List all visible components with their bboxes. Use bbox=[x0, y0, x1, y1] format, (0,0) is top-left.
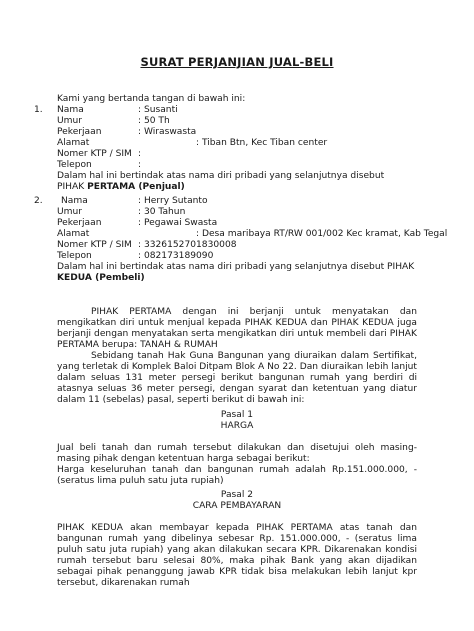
document-title: SURAT PERJANJIAN JUAL-BELI bbox=[140, 55, 334, 69]
party-2-ktp-row bbox=[34, 240, 447, 251]
party-2-address-row bbox=[34, 229, 447, 240]
role-bold: PERTAMA (Penjual) bbox=[87, 182, 185, 192]
party-1-job-row bbox=[34, 127, 384, 138]
field-value: : 082173189090 bbox=[138, 251, 214, 261]
pasal-1-price: Harga keseluruhan tanah dan bangunan rumah adalah Rp.151.000.000, - (seratus lima puluh satu juta rupiah) bbox=[57, 465, 417, 486]
field-value: : Wiraswasta bbox=[138, 127, 197, 137]
field-value: : Susanti bbox=[138, 105, 178, 115]
field-label: Telepon bbox=[57, 251, 92, 261]
party-2-phone-row bbox=[34, 251, 447, 262]
role-bold: KEDUA (Pembeli) bbox=[57, 273, 145, 283]
party-1-phone-row bbox=[34, 160, 384, 171]
role-prefix: PIHAK bbox=[57, 182, 88, 192]
paragraph-1: PIHAK PERTAMA dengan ini berjanji untuk menyatakan dan mengikatkan diri untuk menjual kepada PIHAK KEDUA dan PIHAK KEDUA juga berjanji dengan menyatakan serta mengikatkan diri untuk membeli dari PIHAK PERTAMA berupa: TANAH & RUMAH bbox=[57, 307, 417, 350]
pasal-2-paragraph: PIHAK KEDUA akan membayar kepada PIHAK PERTAMA atas tanah dan bangunan rumah yang dibelinya sebesar Rp. 151.000.000, - (seratus lima puluh satu juta rupiah) yang akan dilakukan secara KPR. Dikarenakan kondisi rumah tersebut baru selesai 80%, maka pihak Bank yang akan dijadikan sebagai pihak penanggung jawab KPR tidak bisa melakukan lebih lanjut kpr tersebut, dikarenakan rumah bbox=[57, 523, 417, 588]
pasal-1-paragraph: Jual beli tanah dan rumah tersebut dilakukan dan disetujui oleh masing-masing pihak dengan ketentuan harga sebagai berikut: bbox=[57, 443, 417, 464]
pasal-2-subheading: CARA PEMBAYARAN bbox=[192, 501, 282, 511]
party-2-age-row bbox=[34, 207, 447, 218]
pasal-2-heading: Pasal 2 bbox=[220, 490, 254, 500]
party-2-job-row bbox=[34, 218, 447, 229]
field-label: Nama bbox=[61, 196, 88, 206]
intro-text: Kami yang bertanda tangan di bawah ini: bbox=[57, 94, 246, 104]
field-value: : 3326152701830008 bbox=[138, 240, 237, 250]
pasal-1-heading: Pasal 1 bbox=[220, 410, 254, 420]
field-value: : Tiban Btn, Kec Tiban center bbox=[196, 138, 328, 148]
field-label: Alamat bbox=[57, 229, 90, 239]
party-2-name-row bbox=[34, 196, 447, 207]
statement-text: Dalam hal ini bertindak atas nama diri pribadi yang selanjutnya disebut bbox=[57, 171, 385, 181]
party-1-role bbox=[34, 182, 384, 193]
field-label: Pekerjaan bbox=[57, 218, 102, 228]
pasal-2-body bbox=[57, 523, 417, 589]
party-1-number: 1. bbox=[34, 105, 43, 115]
party-1-block bbox=[34, 105, 384, 193]
party-2-number: 2. bbox=[34, 196, 43, 206]
party-2-statement bbox=[34, 262, 447, 273]
field-value: : bbox=[138, 160, 142, 170]
party-1-statement bbox=[34, 171, 384, 182]
field-label: Umur bbox=[57, 207, 83, 217]
party-1-age-row bbox=[34, 116, 384, 127]
statement-text: Dalam hal ini bertindak atas nama diri pribadi yang selanjutnya disebut PIHAK bbox=[57, 262, 415, 272]
field-label: Umur bbox=[57, 116, 83, 126]
party-1-ktp-row bbox=[34, 149, 384, 160]
field-label: Alamat bbox=[57, 138, 90, 148]
field-label: Nomer KTP / SIM bbox=[57, 240, 132, 250]
pasal-1-subheading: HARGA bbox=[220, 421, 254, 431]
party-1-name-row bbox=[34, 105, 384, 116]
paragraph-2: Sebidang tanah Hak Guna Bangunan yang diuraikan dalam Sertifikat, yang terletak di Komplek Baloi Ditpam Blok A No 22. Dan diuraikan lebih lanjut dalam seluas 131 meter persegi berikut bangunan rumah yang berdiri di atasnya seluas 36 meter persegi, dengan syarat dan ketentuan yang diatur dalam 11 (sebelas) pasal, seperti berikut di bawah ini: bbox=[57, 351, 417, 405]
field-value: : Pegawai Swasta bbox=[138, 218, 218, 228]
party-1-address-row bbox=[34, 138, 384, 149]
party-2-block bbox=[34, 196, 447, 284]
field-label: Telepon bbox=[57, 160, 92, 170]
field-label: Nama bbox=[57, 105, 84, 115]
field-value: : 30 Tahun bbox=[138, 207, 186, 217]
field-value: : bbox=[138, 149, 142, 159]
party-2-role bbox=[34, 273, 447, 284]
field-value: : Herry Sutanto bbox=[138, 196, 208, 206]
pasal-1-body bbox=[57, 443, 417, 487]
field-label: Nomer KTP / SIM bbox=[57, 149, 132, 159]
field-value: : Desa maribaya RT/RW 001/002 Kec kramat, Kab Tegal bbox=[196, 229, 448, 239]
field-label: Pekerjaan bbox=[57, 127, 102, 137]
role-line bbox=[34, 182, 185, 193]
body-section bbox=[57, 307, 417, 406]
field-value: : 50 Th bbox=[138, 116, 170, 126]
